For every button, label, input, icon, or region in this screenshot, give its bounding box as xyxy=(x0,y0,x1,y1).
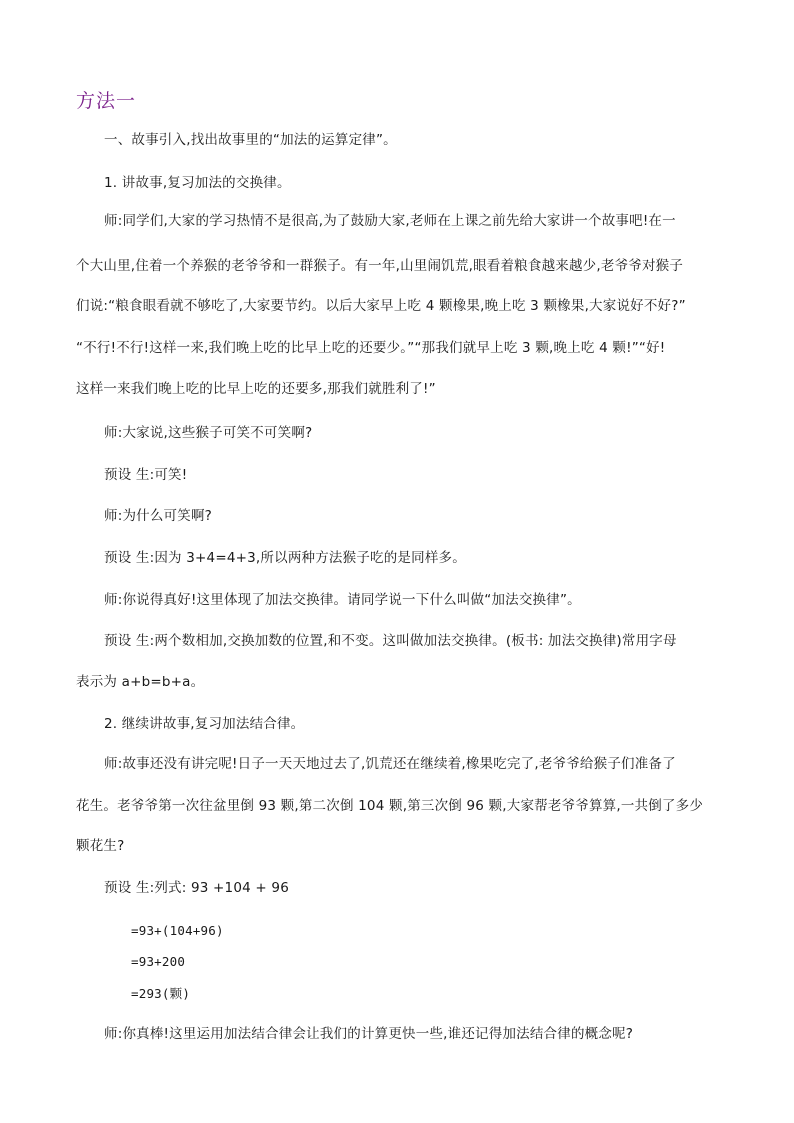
paragraph-story-line-3: 们说:“粮食眼看就不够吃了,大家要节约。以后大家早上吃 4 颗橡果,晚上吃 3 颗橡果,大家说好不好?” xyxy=(76,298,686,314)
paragraph-story2-line-3: 颗花生? xyxy=(76,838,125,854)
paragraph-answer-1: 预设 生:可笑! xyxy=(104,467,188,483)
paragraph-answer-3: 预设 生:两个数相加,交换加数的位置,和不变。这叫做加法交换律。(板书: 加法交换律)常用字母 xyxy=(104,633,677,649)
paragraph-story-line-4: “不行!不行!这样一来,我们晚上吃的比早上吃的还要少。”“那我们就早上吃 3 颗,晚上吃 4 颗!”“好! xyxy=(76,340,666,356)
section-title: 方法一 xyxy=(76,90,137,112)
paragraph-answer-2: 预设 生:因为 3+4=4+3,所以两种方法猴子吃的是同样多。 xyxy=(104,550,466,566)
paragraph-step-1: 1. 讲故事,复习加法的交换律。 xyxy=(104,175,291,191)
paragraph-teacher-praise-1: 师:你说得真好!这里体现了加法交换律。请同学说一下什么叫做“加法交换律”。 xyxy=(104,592,581,608)
equation-step-1: =93+(104+96) xyxy=(131,923,224,938)
equation-step-3: =293(颗) xyxy=(131,986,191,1001)
paragraph-intro: 一、故事引入,找出故事里的“加法的运算定律”。 xyxy=(104,132,397,148)
paragraph-step-2: 2. 继续讲故事,复习加法结合律。 xyxy=(104,716,305,732)
equation-step-2: =93+200 xyxy=(131,954,186,969)
paragraph-story-line-2: 个大山里,住着一个养猴的老爷爷和一群猴子。有一年,山里闹饥荒,眼看着粮食越来越少,老爷爷对猴子 xyxy=(76,258,684,274)
paragraph-story-line-5: 这样一来我们晚上吃的比早上吃的还要多,那我们就胜利了!” xyxy=(76,381,436,397)
paragraph-answer-4: 预设 生:列式: 93 +104 + 96 xyxy=(104,880,289,896)
paragraph-story2-line-1: 师:故事还没有讲完呢!日子一天天地过去了,饥荒还在继续着,橡果吃完了,老爷爷给猴子们准备了 xyxy=(104,756,676,772)
paragraph-teacher-question-2: 师:为什么可笑啊? xyxy=(104,508,213,524)
paragraph-teacher-question-1: 师:大家说,这些猴子可笑不可笑啊? xyxy=(104,425,313,441)
paragraph-story2-line-2: 花生。老爷爷第一次往盆里倒 93 颗,第二次倒 104 颗,第三次倒 96 颗,大家帮老爷爷算算,一共倒了多少 xyxy=(76,798,704,814)
paragraph-formula-commutative: 表示为 a+b=b+a。 xyxy=(76,674,205,690)
paragraph-teacher-praise-2: 师:你真棒!这里运用加法结合律会让我们的计算更快一些,谁还记得加法结合律的概念呢? xyxy=(104,1026,634,1042)
paragraph-story-line-1: 师:同学们,大家的学习热情不是很高,为了鼓励大家,老师在上课之前先给大家讲一个故事吧!在一 xyxy=(104,213,676,229)
